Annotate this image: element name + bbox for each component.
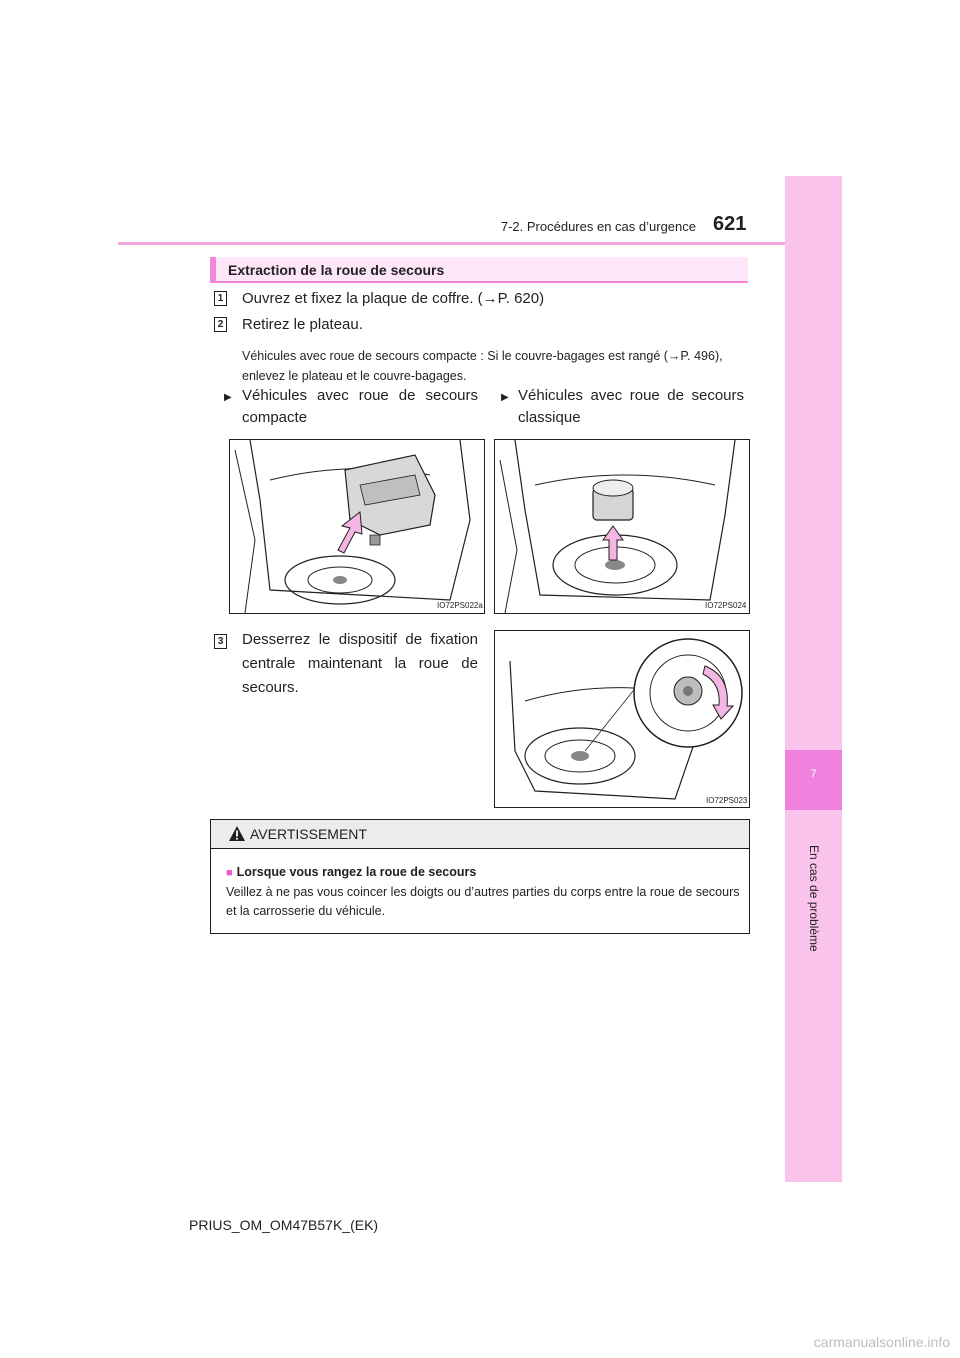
warning-title: AVERTISSEMENT [250,826,367,842]
section-heading [210,257,748,283]
fixing-device-illustration [495,631,749,807]
variant-compact-label: Véhicules avec roue de secours compacte [242,387,478,426]
warning-box [210,819,750,934]
step-number-1: 1 [214,291,227,306]
step-1-text: Ouvrez et fixez la plaque de coffre. (→P. 620) [242,290,545,307]
warning-text: Veillez à ne pas vous coincer les doigts ou d’autres parties du corps entre la roue de secours et la carrosserie du véhicule. [226,885,740,918]
figure-code-fixing: IO72PS023 [706,796,748,805]
trunk-illustration-compact [230,440,484,613]
warning-subheading-row [226,863,741,883]
trunk-illustration-classic [495,440,749,613]
section-reference: 7-2. Procédures en cas d’urgence [500,219,696,234]
variant-classic-label: Véhicules avec roue de secours classique [518,387,744,426]
header-rule [118,242,842,245]
warning-subheading: Lorsque vous rangez la roue de secours [236,865,477,879]
warning-header [211,820,749,849]
step-2-note: Véhicules avec roue de secours compacte : Si le couvre-bagages est rangé (→P. 496), enlevez le plateau et le couvre-bagages. [242,349,723,383]
triangle-bullet-icon: ▶ [224,392,232,403]
document-code: PRIUS_OM_OM47B57K_(EK) [189,1217,379,1233]
figure-code-compact: IO72PS022a [437,601,483,610]
step-3-text: Desserrez le dispositif de fixation centrale maintenant la roue de secours. [242,631,478,696]
step-number-3: 3 [214,634,227,649]
figure-code-classic: IO72PS024 [705,601,747,610]
warning-triangle-icon [228,825,246,842]
figure-center-fixing [494,630,750,808]
figure-compact-spare [229,439,485,614]
watermark: carmanualsonline.info [813,1334,950,1350]
chapter-title: En cas de problème [807,845,821,952]
section-heading-text: Extraction de la roue de secours [228,262,445,278]
chapter-side-tab [785,176,842,1182]
warning-body [226,863,741,921]
step-2-text: Retirez le plateau. [242,316,363,333]
chapter-number-block [785,750,842,810]
figure-classic-spare [494,439,750,614]
step-number-2: 2 [214,317,227,332]
square-bullet-icon: ■ [226,867,233,879]
chapter-number: 7 [810,768,817,780]
triangle-bullet-icon: ▶ [501,392,509,403]
page-number: 621 [713,213,747,235]
